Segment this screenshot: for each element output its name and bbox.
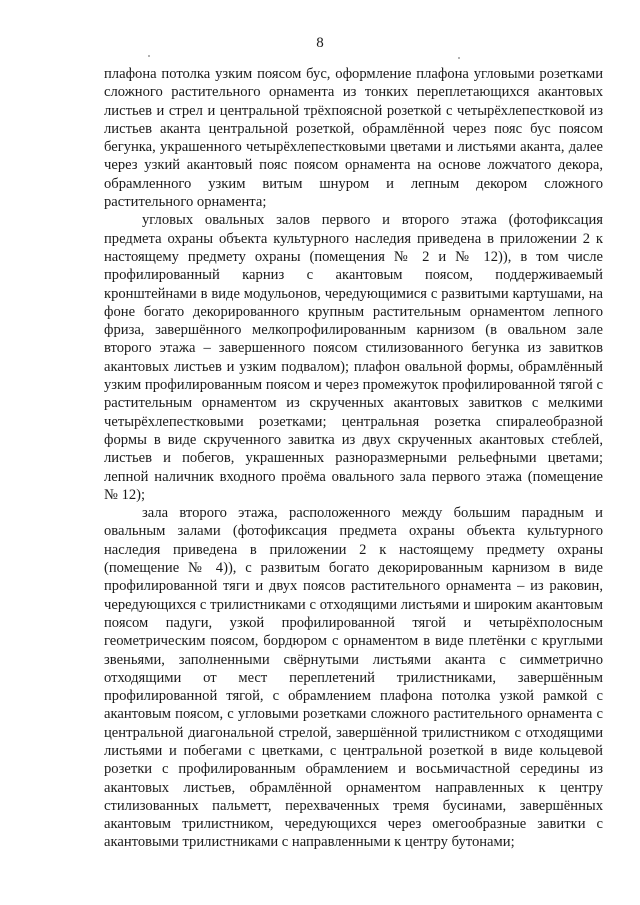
paragraph-oval-halls: угловых овальных залов первого и второго этажа (фотофиксация предмета охраны объекта культурного наследия приведена в приложении 2 к настоящему предмету охраны (помещения № 2 и № 12)), в том числе профилированный карниз с акантовым поясом, поддерживаемый кронштейнами в виде модульонов, чередующимися с развитыми картушами, на фоне богато декорированного крупным растительным орнаментом лепного фриза, завершённого мелкопрофилированным карнизом (в овальном зале второго этажа – завершенного поясом стилизованного бегунка из завитков акантовых листьев и узким подвалом); плафон овальной формы, обрамлённый узким профилированным поясом и через промежуток профилированной тягой с растительным орнаментом из скрученных акантовых завитков с мелкими четырёхлепестковыми розетками; центральная розетка спиралеобразной формы в виде скрученного завитка из двух скрученных акантовых стеблей, листьев и побегов, украшенных разноразмерными рельефными цветами; лепной наличник входного проёма овального зала первого этажа (помещение № 12); (104, 212, 603, 503)
page-number: 8 (316, 35, 324, 51)
paragraph-second-floor-hall: зала второго этажа, расположенного между большим парадным и овальным залами (фотофиксация предмета охраны объекта культурного наследия приведена в приложении 2 к настоящему предмету охраны (помещение № 4)), с развитым богато декорированным карнизом в виде профилированной тяги и двух поясов растительного орнамента – из раковин, чередующихся с трилистниками с отходящими листьями и широким акантовым поясом падуги, узкой профилированной тягой и четырёхполосным геометрическим поясом, бордюром с орнаментом в виде плетёнки с круглыми звеньями, заполненными свёрнутыми листьями аканта с симметрично отходящими от мест переплетений трилистниками, завершённым профилированной тягой, с обрамлением плафона потолка узкой рамкой с акантовым поясом, с угловыми розетками сложного растительного орнамента с центральной диагональной стрелой, завершённой трилистником с отходящими листьями и побегами с цветками, с центральной розеткой в виде кольцевой розетки с профилированным обрамлением и восьмичастной середины из акантовых листьев, обрамлённой орнаментом направленных к центру стилизованных пальметт, перехваченных тремя бусинами, завершённых акантовым трилистником, чередующихся через омегообразные завитки с акантовыми трилистниками с направленными к центру бутонами; (104, 505, 603, 851)
paragraph-ceiling-plafond: плафона потолка узким поясом бус, оформление плафона угловыми розетками сложного растительного орнамента из тонких переплетающихся акантовых листьев и стрел и центральной трёхпоясной розеткой с четырёхлепестковой из листьев аканта центральной розеткой, обрамлённой через пояс бус поясом бегунка, украшенного четырёхлепестковыми цветами и листьями аканта, далее через узкий акантовый пояс поясом орнамента на основе ложчатого декора, обрамленного узким витым шнуром и лепным декором сложного растительного орнамента; (104, 66, 603, 211)
scan-speck (458, 57, 460, 59)
scan-speck (148, 55, 150, 57)
body-text (104, 65, 603, 852)
